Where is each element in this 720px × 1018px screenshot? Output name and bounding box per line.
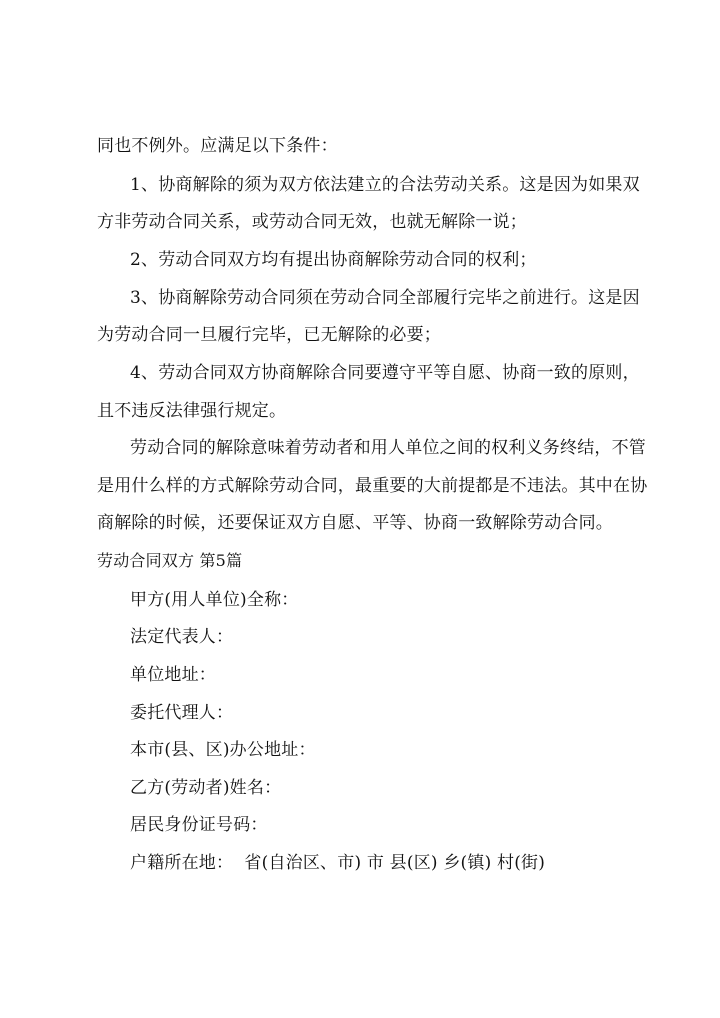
paragraph-line: 商解除的时候，还要保证双方自愿、平等、协商一致解除劳动合同。: [97, 513, 613, 533]
paragraph-line: 4、劳动合同双方协商解除合同要遵守平等自愿、协商一致的原则，: [130, 363, 640, 383]
field-id-number: 居民身份证号码：: [130, 815, 268, 835]
field-authorized-agent: 委托代理人：: [130, 703, 234, 723]
paragraph-line: 方非劳动合同关系，或劳动合同无效，也就无解除一说；: [97, 212, 527, 232]
paragraph-line: 且不违反法律强行规定。: [97, 401, 287, 421]
field-office-address: 本市(县、区)办公地址：: [130, 740, 316, 760]
field-company-address: 单位地址：: [130, 665, 216, 685]
paragraph-line: 是用什么样的方式解除劳动合同，最重要的大前提都是不违法。其中在协: [97, 476, 648, 496]
paragraph-line: 同也不例外。应满足以下条件：: [97, 136, 338, 156]
field-party-a-name: 甲方(用人单位)全称：: [130, 590, 299, 610]
paragraph-line: 2、劳动合同双方均有提出协商解除劳动合同的权利；: [130, 250, 537, 270]
paragraph-line: 1、协商解除的须为双方依法建立的合法劳动关系。这是因为如果双: [130, 175, 640, 195]
paragraph-line: 劳动合同的解除意味着劳动者和用人单位之间的权利义务终结，不管: [130, 438, 646, 458]
section-heading: 劳动合同双方 第5篇: [97, 551, 243, 570]
paragraph-line: 为劳动合同一旦履行完毕，已无解除的必要；: [97, 325, 441, 345]
field-party-b-name: 乙方(劳动者)姓名：: [130, 778, 282, 798]
field-legal-representative: 法定代表人：: [130, 627, 234, 647]
field-household-registration: 户籍所在地： 省(自治区、市) 市 县(区) 乡(镇) 村(街): [130, 853, 546, 873]
paragraph-line: 3、协商解除劳动合同须在劳动合同全部履行完毕之前进行。这是因: [130, 288, 640, 308]
